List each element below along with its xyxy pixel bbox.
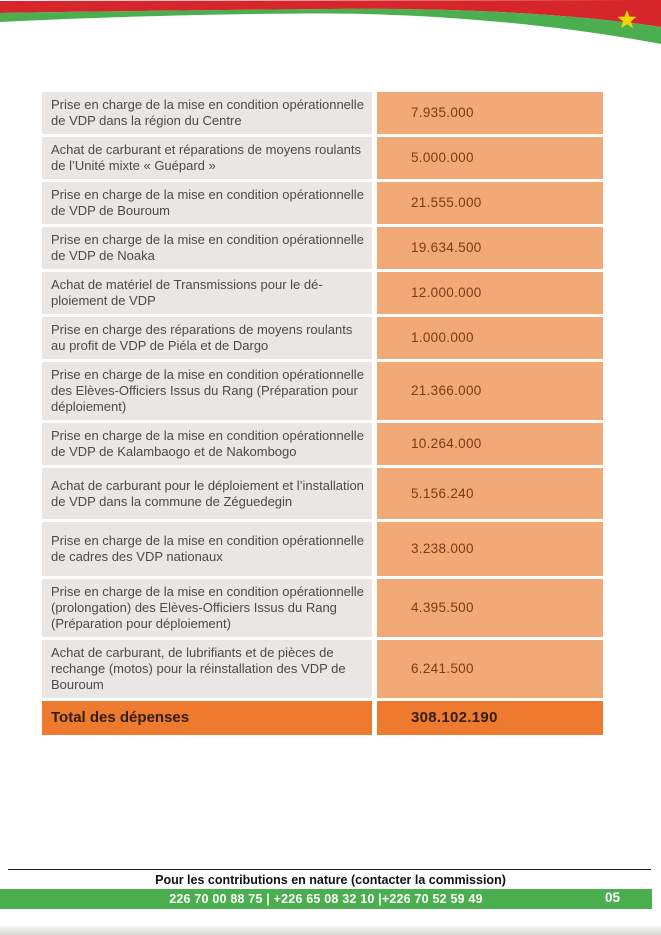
expense-label: Prise en charge de la mise en condition opérationnelle de VDP de Noaka: [42, 227, 372, 269]
expense-label: Achat de carburant et réparations de moyens roulants de l’Unité mixte « Guépard »: [42, 137, 372, 179]
page-number: 05: [604, 890, 620, 905]
table-row: [42, 227, 603, 269]
expense-amount: 19.634.500: [377, 227, 603, 269]
expense-amount: 10.264.000: [377, 423, 603, 465]
expense-table-rows: [42, 92, 603, 698]
table-row: [42, 423, 603, 465]
table-row: [42, 468, 603, 519]
total-row: [42, 701, 603, 735]
total-amount: 308.102.190: [377, 701, 603, 735]
expense-label: Prise en charge de la mise en condition opérationnelle de VDP de Bouroum: [42, 182, 372, 224]
table-row: [42, 522, 603, 576]
expense-label: Prise en charge de la mise en condition opérationnelle (prolongation) des Elèves-Officiers Issus du Rang (Préparation pour déploiement): [42, 579, 372, 637]
expense-label: Achat de carburant pour le déploiement et l’installation de VDP dans la commune de Zéguedegin: [42, 468, 372, 519]
expense-amount: 7.935.000: [377, 92, 603, 134]
table-row: [42, 362, 603, 420]
total-label: Total des dépenses: [42, 701, 372, 735]
expense-label: Achat de matériel de Transmissions pour le déploiement de VDP: [42, 272, 372, 314]
footer-note: Pour les contributions en nature (contacter la commission): [155, 873, 506, 887]
table-row: [42, 137, 603, 179]
expense-table: [42, 92, 603, 735]
expense-label: Prise en charge de la mise en condition opérationnelle de VDP de Kalambaogo et de Nakombogo: [42, 423, 372, 465]
expense-amount: 3.238.000: [377, 522, 603, 576]
table-row: [42, 317, 603, 359]
page-bottom-edge: [0, 926, 661, 935]
expense-label: Prise en charge de la mise en condition opérationnelle des Elèves-Officiers Issus du Rang (Préparation pour déploiement): [42, 362, 372, 420]
table-row: [42, 640, 603, 698]
footer-bar: [0, 889, 652, 909]
table-row: [42, 92, 603, 134]
expense-amount: 1.000.000: [377, 317, 603, 359]
table-row: [42, 182, 603, 224]
expense-amount: 6.241.500: [377, 640, 603, 698]
expense-amount: 12.000.000: [377, 272, 603, 314]
expense-amount: 21.555.000: [377, 182, 603, 224]
expense-label: Prise en charge des réparations de moyens roulants au profit de VDP de Piéla et de Dargo: [42, 317, 372, 359]
expense-label: Achat de carburant, de lubrifiants et de pièces de rechange (motos) pour la réinstallation des VDP de Bouroum: [42, 640, 372, 698]
expense-label: Prise en charge de la mise en condition opérationnelle de VDP dans la région du Centre: [42, 92, 372, 134]
expense-amount: 21.366.000: [377, 362, 603, 420]
table-row: [42, 272, 603, 314]
flag-wave-banner: [0, 0, 661, 60]
expense-label: Prise en charge de la mise en condition opérationnelle de cadres des VDP nationaux: [42, 522, 372, 576]
expense-amount: 4.395.500: [377, 579, 603, 637]
footer-divider: [8, 869, 651, 870]
table-row: [42, 579, 603, 637]
expense-amount: 5.000.000: [377, 137, 603, 179]
expense-amount: 5.156.240: [377, 468, 603, 519]
footer-phone-numbers: 226 70 00 88 75 | +226 65 08 32 10 |+226 70 52 59 49: [169, 892, 483, 906]
